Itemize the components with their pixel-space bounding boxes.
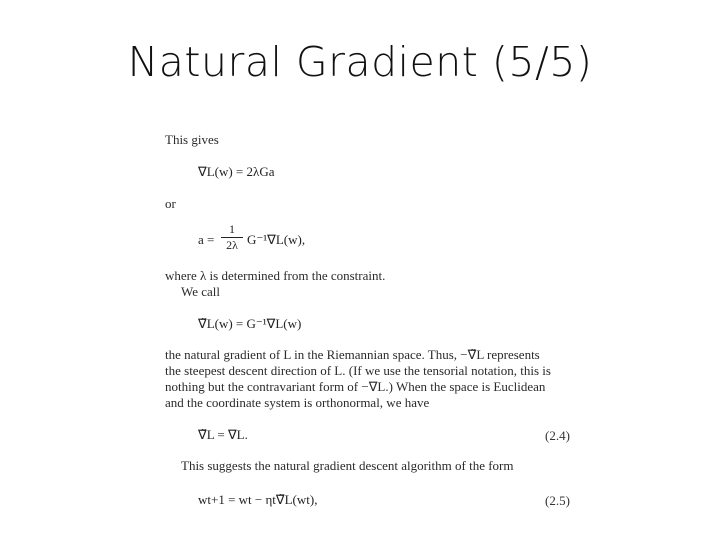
text-line-3: nothing but the contravariant form of −∇L.) When the space is Euclidean — [165, 379, 546, 394]
text-where-lambda: where λ is determined from the constraint. — [165, 268, 386, 283]
fraction-denominator: 2λ — [226, 238, 238, 252]
equation-a-rhs: G⁻¹∇L(w), — [247, 232, 306, 247]
equation-gradient-gives: ∇L(w) = 2λGa — [198, 164, 275, 179]
text-this-gives: This gives — [165, 132, 219, 147]
equation-a-lhs: a = — [198, 232, 215, 247]
equation-natural-gradient: ∇̃L(w) = G⁻¹∇L(w) — [198, 316, 302, 331]
text-line-2: the steepest descent direction of L. (If we use the tensorial notation, this is — [165, 363, 551, 378]
text-line-1: the natural gradient of L in the Riemannian space. Thus, −∇̃L represents — [165, 347, 540, 362]
text-this-suggests: This suggests the natural gradient descent algorithm of the form — [181, 458, 514, 473]
text-we-call: We call — [181, 284, 221, 299]
equation-2-4: ∇̃L = ∇L. — [198, 427, 248, 442]
fraction-numerator: 1 — [229, 222, 235, 236]
equation-number-2-4: (2.4) — [545, 428, 570, 443]
equation-2-5: wt+1 = wt − ηt∇̃L(wt), — [198, 492, 318, 507]
slide-title: Natural Gradient (5/5) — [127, 38, 593, 86]
text-or: or — [165, 196, 176, 211]
equation-number-2-5: (2.5) — [545, 493, 570, 508]
text-line-4: and the coordinate system is orthonormal, we have — [165, 395, 430, 410]
